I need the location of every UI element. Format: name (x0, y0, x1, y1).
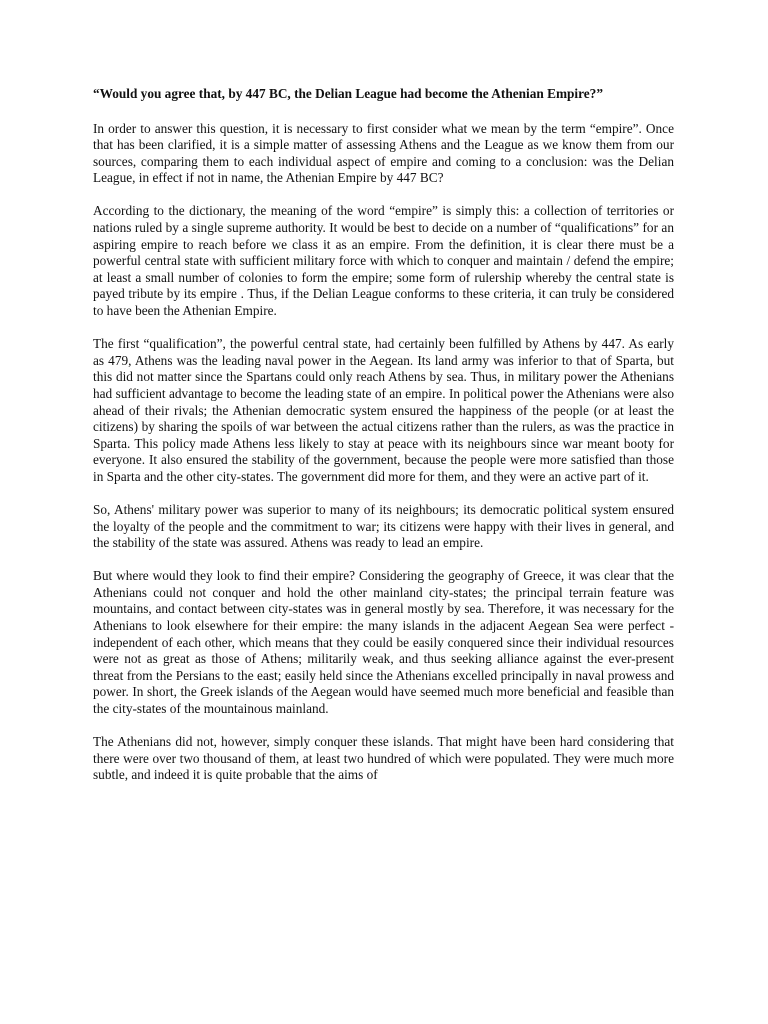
paragraph-4: So, Athens' military power was superior to many of its neighbours; its democratic political system ensured the loyalty of the people and the commitment to war; its citizens were happy with their lives in general, and the stability of the state was assured. Athens was ready to lead an empire. (93, 501, 674, 551)
paragraph-5: But where would they look to find their empire? Considering the geography of Greece, it was clear that the Athenians could not conquer and hold the other mainland city-states; the principal terrain feature was mountains, and contact between city-states was in general mostly by sea. Therefore, it was necessary for the Athenians to look elsewhere for their empire: the many islands in the adjacent Aegean Sea were perfect - independent of each other, which means that they could be easily conquered since their individual resources were not as great as those of Athens; militarily weak, and thus seeking alliance against the ever-present threat from the Persians to the east; easily held since the Athenians excelled principally in naval prowess and power. In short, the Greek islands of the Aegean would have seemed much more beneficial and feasible than the city-states of the mountainous mainland. (93, 568, 674, 716)
essay-title: “Would you agree that, by 447 BC, the Delian League had become the Athenian Empire?” (93, 86, 603, 101)
paragraph-6: The Athenians did not, however, simply conquer these islands. That might have been hard considering that there were over two thousand of them, at least two hundred of which were populated. They were much more subtle, and indeed it is quite probable that the aims of (93, 734, 674, 783)
paragraph-2: According to the dictionary, the meaning of the word “empire” is simply this: a collection of territories or nations ruled by a single supreme authority. It would be best to decide on a number of “qualifications” for an aspiring empire to reach before we class it as an empire. From the definition, it is clear there must be a powerful central state with sufficient military force with which to conquer and maintain / defend the empire; at least a small number of colonies to form the empire; some form of rulership whereby the central state is payed tribute by its empire . Thus, if the Delian League conforms to these criteria, it can truly be considered to have been the Athenian Empire. (93, 203, 674, 319)
paragraph-1: In order to answer this question, it is necessary to first consider what we mean by the term “empire”. Once that has been clarified, it is a simple matter of assessing Athens and the League as we know them from our sources, comparing them to each individual aspect of empire and coming to a conclusion: was the Delian League, in effect if not in name, the Athenian Empire by 447 BC? (93, 120, 674, 186)
paragraph-3: The first “qualification”, the powerful central state, had certainly been fulfilled by Athens by 447. As early as 479, Athens was the leading naval power in the Aegean. Its land army was inferior to that of Sparta, but this did not matter since the Spartans could only reach Athens by sea. Thus, in military power the Athenians had sufficient advantage to become the leading state of an empire. In political power the Athenians were also ahead of their rivals; the Athenian democratic system ensured the happiness of the people (or at least the citizens) by sharing the spoils of war between the actual citizens rather than the rulers, as was the practice in Sparta. This policy made Athens less likely to stay at peace with its neighbours since war meant booty for everyone. It also ensured the stability of the government, because the people were more satisfied than those in Sparta and the other city-states. The government did more for them, and they were an active part of it. (93, 336, 674, 484)
document-page (93, 86, 674, 800)
